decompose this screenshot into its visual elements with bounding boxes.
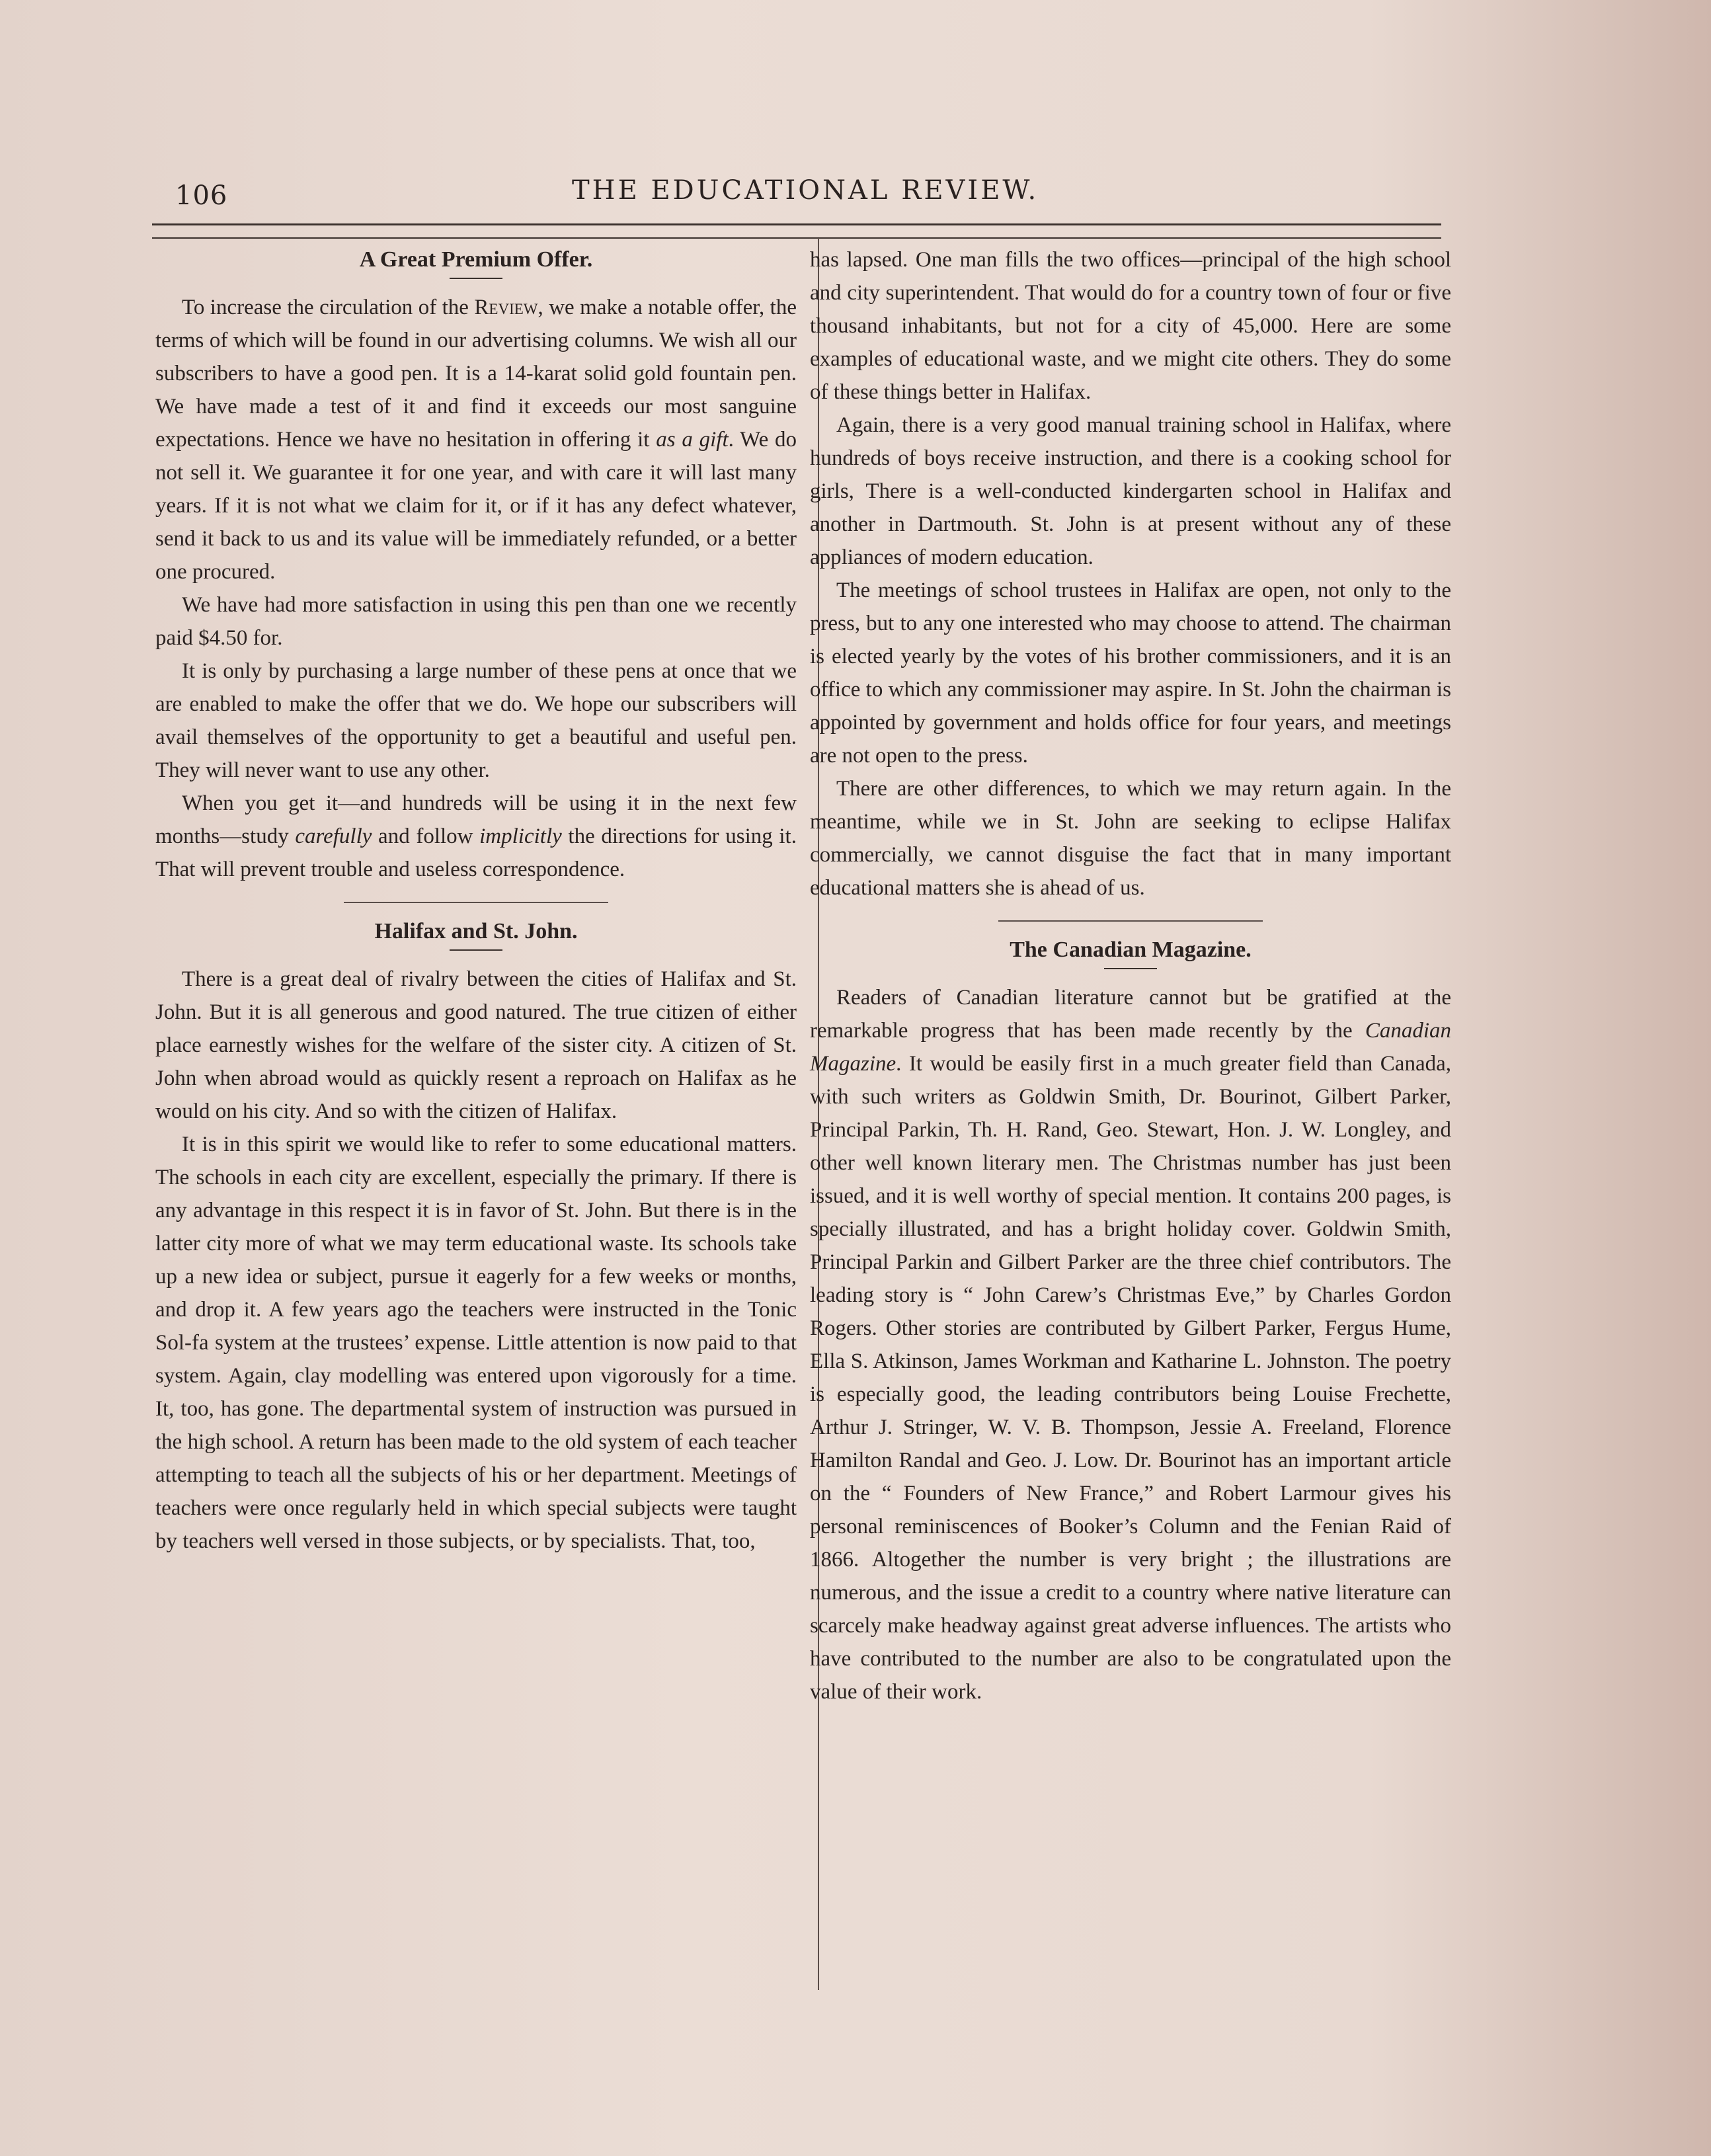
article-title-halifax: Halifax and St. John. — [374, 919, 578, 943]
paragraph: Readers of Canadian literature cannot but be gratified at the remarkable progress that has been made recently by the Canadian Magazine. It would be easily first in a much greater field than Canada, with such writers as Goldwin Smith, Dr. Bourinot, Gilbert Parker, Principal Parkin, Th. H. Rand, Geo. Stewart, Hon. J. W. Longley, and other well known literary men. The Christmas number has just been issued, and it is well worthy of special mention. It contains 200 pages, is specially illustrated, and has a bright holiday cover. Goldwin Smith, Principal Parkin and Gilbert Parker are the three chief contributors. The leading story is “ John Carew’s Christmas Eve,” by Charles Gordon Rogers. Other stories are contributed by Gilbert Parker, Fergus Hume, Ella S. Atkinson, James Workman and Katharine L. Johnston. The poetry is especially good, the leading contributors being Louise Frechette, Arthur J. Stringer, W. V. B. Thompson, Jessie A. Freeland, Florence Hamilton Randal and Geo. J. Low. Dr. Bourinot has an important article on the “ Founders of New France,” and Robert Larmour gives his personal reminiscences of Booker’s Column and the Fenian Raid of 1866. Altogether the number is very bright ; the illustrations are numerous, and the issue a credit to a country where native literature can scarcely make headway against great adverse influences. The artists who have contributed to the number are also to be congratulated upon the value of their work. — [810, 986, 1451, 1704]
paragraph: To increase the circulation of the Review, we make a notable offer, the terms of which will be found in our advertising columns. We wish all our subscribers to have a good pen. It is a 14-karat solid gold fountain pen. We have made a test of it and find it exceeds our most sanguine expectations. Hence we have no hesitation in offering it as a gift. We do not sell it. We guarantee it for one year, and with care it will last many years. If it is not what we claim for it, or if it has any defect whatever, send it back to us and its value will be immediately refunded, or a better one procured. — [155, 296, 797, 584]
page-header — [175, 175, 1438, 215]
paragraph: There is a great deal of rivalry between the cities of Halifax and St. John. But it is all generous and good natured. The true citizen of either place earnestly wishes for the welfare of the sister city. A citizen of St. John when abroad would as quickly resent a reproach on Halifax as he would on his city. And so with the citizen of Halifax. — [155, 967, 797, 1123]
right-column — [810, 243, 1451, 1708]
paragraph: There are other differences, to which we may return again. In the meantime, while we in St. John are seeking to eclipse Halifax commercially, we cannot disguise the fact that in many important educational matters she is ahead of us. — [810, 777, 1451, 900]
title-rule — [450, 278, 502, 279]
article-title-canadian-magazine: The Canadian Magazine. — [1010, 938, 1252, 962]
paragraph: has lapsed. One man fills the two offices—principal of the high school and city superintendent. That would do for a country town of four or five thousand inhabitants, but not for a city of 45,000. Here are some examples of educational waste, and we might cite others. They do some of these things better in Halifax. — [810, 248, 1451, 404]
paragraph: It is only by purchasing a large number of these pens at once that we are enabled to make the offer that we do. We hope our subscribers will avail themselves of the opportunity to get a beautiful and useful pen. They will never want to use any other. — [155, 659, 797, 782]
title-rule — [450, 949, 502, 951]
running-title: THE EDUCATIONAL REVIEW. — [572, 175, 1039, 206]
section-separator — [344, 902, 608, 903]
page-number: 106 — [175, 180, 228, 211]
paragraph: Again, there is a very good manual training school in Halifax, where hundreds of boys receive instruction, and there is a cooking school for girls, There is a well-conducted kindergarten school in Halifax and another in Dartmouth. St. John is at present without any of these appliances of modern education. — [810, 413, 1451, 569]
paragraph: It is in this spirit we would like to refer to some educational matters. The schools in each city are excellent, especially the primary. If there is any advantage in this respect it is in favor of St. John. But there is in the latter city more of what we may term educational waste. Its schools take up a new idea or subject, pursue it eagerly for a few weeks or months, and drop it. A few years ago the teachers were instructed in the Tonic Sol-fa system at the trustees’ expense. Little attention is now paid to that system. Again, clay modelling was entered upon vigorously for a time. It, too, has gone. The departmental system of instruction was pursued in the high school. A return has been made to the old system of each teacher attempting to teach all the subjects of his or her department. Meetings of teachers were once regularly held in which special subjects were taught by teachers well versed in those subjects, or by specialists. That, too, — [155, 1133, 797, 1553]
section-separator — [998, 920, 1263, 922]
header-rule — [152, 223, 1441, 239]
paragraph: The meetings of school trustees in Halifax are open, not only to the press, but to any one interested who may choose to attend. The chairman is elected yearly by the votes of his brother commissioners, and it is an office to which any commissioner may aspire. In St. John the chairman is appointed by government and holds office for four years, and meetings are not open to the press. — [810, 579, 1451, 768]
paragraph: We have had more satisfaction in using this pen than one we recently paid $4.50 for. — [155, 593, 797, 650]
title-rule — [1104, 968, 1157, 969]
paragraph: When you get it—and hundreds will be using it in the next few months—study carefully and follow implicitly the directions for using it. That will prevent trouble and useless correspondence. — [155, 791, 797, 881]
article-title-premium: A Great Premium Offer. — [359, 247, 593, 272]
left-column — [155, 243, 797, 1558]
